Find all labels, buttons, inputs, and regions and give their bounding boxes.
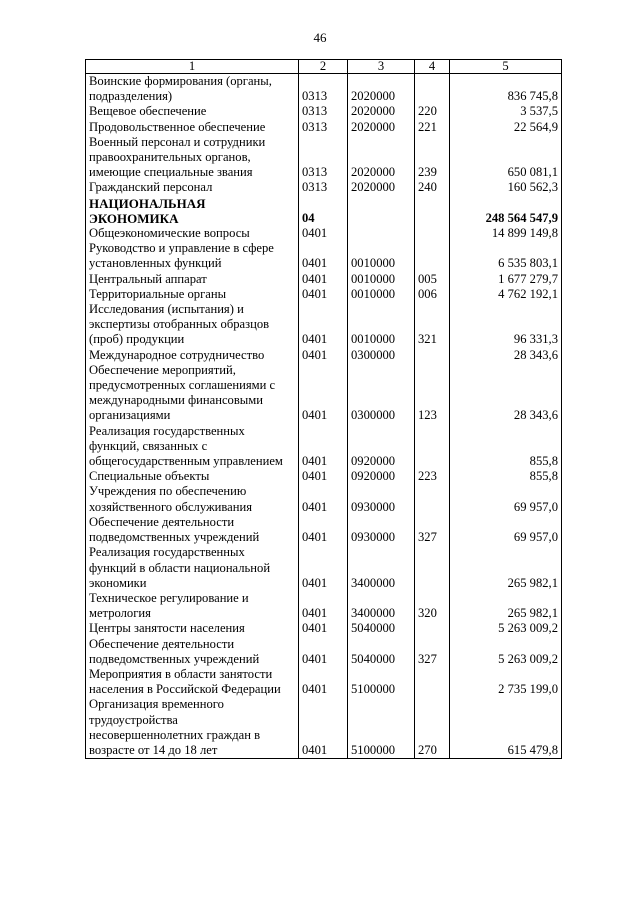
item-name: Обеспечение деятельности подведомственных учреждений [86,515,299,545]
section-code: 04 [299,196,348,226]
table-row [86,515,562,545]
item-name: Центральный аппарат [86,272,299,287]
header-row [86,60,562,74]
amount: 22 564,9 [450,120,562,135]
expense-type-code [415,74,450,105]
item-name: Техническое регулирование и метрология [86,591,299,621]
amount: 265 982,1 [450,591,562,621]
expense-type-code [415,545,450,591]
table-row [86,135,562,181]
target-article-code: 2020000 [348,104,415,119]
amount: 4 762 192,1 [450,287,562,302]
amount: 28 343,6 [450,348,562,363]
expense-type-code: 123 [415,363,450,424]
item-name: Вещевое обеспечение [86,104,299,119]
target-article-code: 0920000 [348,424,415,470]
amount: 69 957,0 [450,515,562,545]
section-code: 0401 [299,545,348,591]
expense-type-code [415,424,450,470]
page-number: 46 [313,30,327,45]
item-name: Центры занятости населения [86,621,299,636]
section-code: 0313 [299,104,348,119]
expense-type-code [415,241,450,271]
item-name: Общеэкономические вопросы [86,226,299,241]
section-code: 0401 [299,241,348,271]
amount: 96 331,3 [450,302,562,348]
header-col-4: 4 [415,60,450,74]
target-article-code: 0300000 [348,363,415,424]
section-code: 0401 [299,287,348,302]
table-row [86,697,562,758]
amount: 1 677 279,7 [450,272,562,287]
section-code: 0401 [299,515,348,545]
header-col-5: 5 [450,60,562,74]
item-name: Международное сотрудничество [86,348,299,363]
amount: 160 562,3 [450,180,562,195]
amount: 615 479,8 [450,697,562,758]
table-row [86,348,562,363]
target-article-code [348,196,415,226]
amount: 248 564 547,9 [450,196,562,226]
target-article-code: 3400000 [348,545,415,591]
item-name: Территориальные органы [86,287,299,302]
table-header [86,60,562,74]
item-name: Обеспечение деятельности подведомственных учреждений [86,637,299,667]
section-code: 0401 [299,697,348,758]
section-code: 0401 [299,621,348,636]
amount: 855,8 [450,424,562,470]
target-article-code: 0010000 [348,241,415,271]
expense-type-code [415,196,450,226]
target-article-code: 2020000 [348,135,415,181]
expense-type-code: 221 [415,120,450,135]
section-code: 0313 [299,180,348,195]
section-code: 0401 [299,363,348,424]
section-code: 0401 [299,637,348,667]
item-name: Гражданский персонал [86,180,299,195]
target-article-code: 0930000 [348,484,415,514]
table-row [86,302,562,348]
table-row [86,545,562,591]
amount: 14 899 149,8 [450,226,562,241]
section-code: 0401 [299,667,348,697]
section-code: 0401 [299,424,348,470]
table-row [86,272,562,287]
item-name: Реализация государственных функций в области национальной экономики [86,545,299,591]
budget-table [85,59,562,759]
header-col-1: 1 [86,60,299,74]
section-code: 0401 [299,272,348,287]
expense-type-code: 240 [415,180,450,195]
table-row [86,287,562,302]
table-row [86,637,562,667]
item-name: Обеспечение мероприятий, предусмотренных соглашениями с международными финансовыми организациями [86,363,299,424]
amount: 28 343,6 [450,363,562,424]
amount: 650 081,1 [450,135,562,181]
expense-type-code: 223 [415,469,450,484]
table-row [86,104,562,119]
item-name: Учреждения по обеспечению хозяйственного обслуживания [86,484,299,514]
amount: 6 535 803,1 [450,241,562,271]
section-code: 0401 [299,469,348,484]
expense-type-code: 270 [415,697,450,758]
target-article-code: 0010000 [348,302,415,348]
target-article-code: 0010000 [348,272,415,287]
table-row [86,469,562,484]
section-code: 0313 [299,135,348,181]
amount: 836 745,8 [450,74,562,105]
expense-type-code: 006 [415,287,450,302]
expense-type-code: 320 [415,591,450,621]
table-row [86,241,562,271]
item-name: Специальные объекты [86,469,299,484]
amount: 5 263 009,2 [450,637,562,667]
expense-type-code: 321 [415,302,450,348]
table-row [86,363,562,424]
item-name: Продовольственное обеспечение [86,120,299,135]
expense-type-code [415,484,450,514]
section-code: 0401 [299,591,348,621]
section-code: 0313 [299,120,348,135]
table-row [86,484,562,514]
expense-type-code: 239 [415,135,450,181]
target-article-code: 0300000 [348,348,415,363]
expense-type-code [415,226,450,241]
expense-type-code [415,667,450,697]
target-article-code: 0010000 [348,287,415,302]
table-row [86,424,562,470]
table-row [86,621,562,636]
item-name: Организация временного трудоустройства несовершеннолетних граждан в возрасте от 14 до 18 лет [86,697,299,758]
amount: 5 263 009,2 [450,621,562,636]
expense-type-code: 220 [415,104,450,119]
target-article-code: 0920000 [348,469,415,484]
table-row [86,667,562,697]
amount: 69 957,0 [450,484,562,514]
expense-type-code: 005 [415,272,450,287]
table-row [86,180,562,195]
section-code: 0401 [299,484,348,514]
target-article-code: 5040000 [348,621,415,636]
amount: 2 735 199,0 [450,667,562,697]
section-code: 0401 [299,302,348,348]
section-code: 0313 [299,74,348,105]
item-name: Руководство и управление в сфере установленных функций [86,241,299,271]
target-article-code: 2020000 [348,120,415,135]
target-article-code: 5100000 [348,697,415,758]
table-row [86,196,562,226]
expense-type-code [415,621,450,636]
target-article-code: 3400000 [348,591,415,621]
section-code: 0401 [299,226,348,241]
table-row [86,591,562,621]
amount: 265 982,1 [450,545,562,591]
target-article-code: 5040000 [348,637,415,667]
amount: 3 537,5 [450,104,562,119]
target-article-code: 2020000 [348,74,415,105]
table-row [86,226,562,241]
table-row [86,74,562,105]
item-name: Мероприятия в области занятости населения в Российской Федерации [86,667,299,697]
item-name: Воинские формирования (органы, подразделения) [86,74,299,105]
expense-type-code [415,348,450,363]
item-name: Военный персонал и сотрудники правоохранительных органов, имеющие специальные звания [86,135,299,181]
expense-type-code: 327 [415,637,450,667]
item-name: Исследования (испытания) и экспертизы отобранных образцов (проб) продукции [86,302,299,348]
target-article-code [348,226,415,241]
amount: 855,8 [450,469,562,484]
target-article-code: 2020000 [348,180,415,195]
expense-type-code: 327 [415,515,450,545]
target-article-code: 5100000 [348,667,415,697]
item-name: НАЦИОНАЛЬНАЯ ЭКОНОМИКА [86,196,299,226]
target-article-code: 0930000 [348,515,415,545]
header-col-2: 2 [299,60,348,74]
item-name: Реализация государственных функций, связанных с общегосударственным управлением [86,424,299,470]
header-col-3: 3 [348,60,415,74]
table-row [86,120,562,135]
section-code: 0401 [299,348,348,363]
table-body [86,74,562,759]
